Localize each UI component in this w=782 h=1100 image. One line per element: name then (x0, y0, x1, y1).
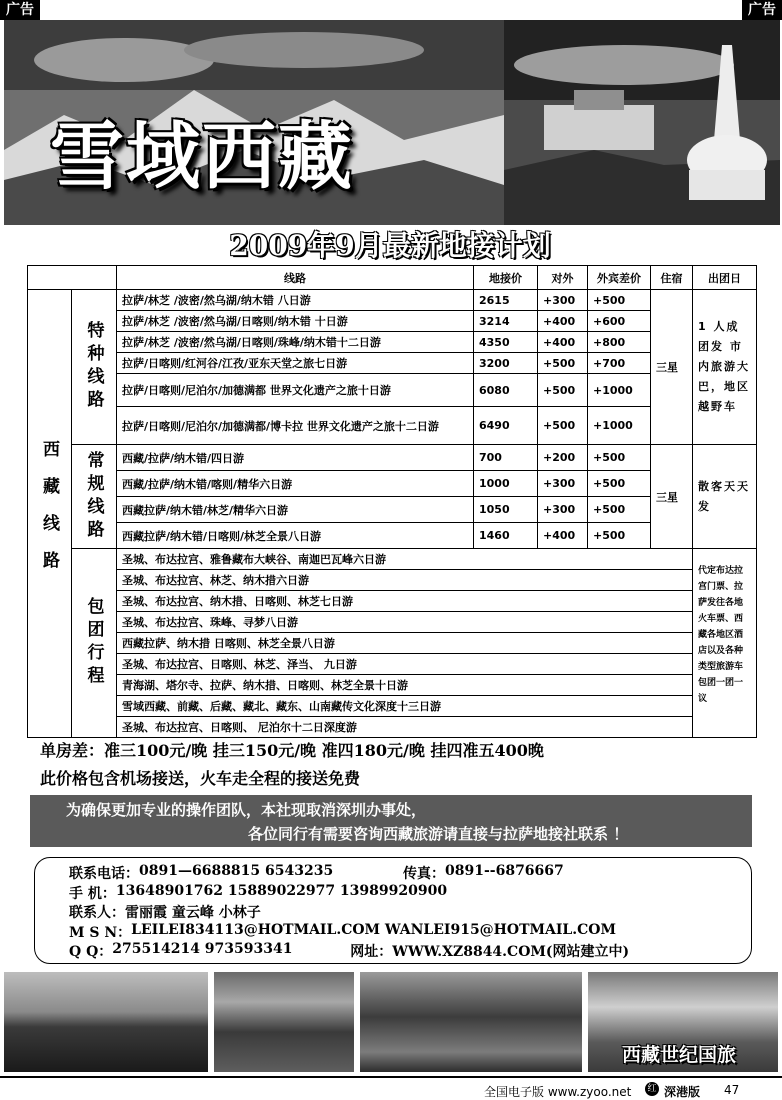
table-row (28, 353, 757, 374)
route-cell: 西藏拉萨、纳木措 日喀则、林芝全景八日游 (117, 633, 693, 654)
table-row (28, 332, 757, 353)
route-cell: 圣城、布达拉宫、日喀则、林芝、泽当、 九日游 (117, 654, 693, 675)
route-cell: 拉萨/林芝 /波密/然乌湖/日喀则/纳木错 十日游 (117, 311, 474, 332)
person-label: 联系人： (69, 905, 125, 921)
route-cell: 西藏/拉萨/纳木错/四日游 (117, 445, 474, 471)
external-cell: +300 (538, 497, 588, 523)
table-row (28, 407, 757, 445)
route-cell: 西藏拉萨/纳木错/日喀则/林芝全景八日游 (117, 523, 474, 549)
foreign-cell: +1000 (588, 407, 651, 445)
table-row (28, 654, 757, 675)
banner (4, 20, 780, 225)
contact-person-row (69, 902, 751, 922)
table-row (28, 290, 757, 311)
external-cell: +500 (538, 374, 588, 407)
external-cell: +400 (538, 332, 588, 353)
foreign-cell: +500 (588, 445, 651, 471)
header-route: 线路 (117, 266, 474, 290)
table-row (28, 633, 757, 654)
price-cell: 2615 (474, 290, 538, 311)
table-row (28, 570, 757, 591)
notice-banner (30, 795, 752, 847)
contact-msn-row (69, 922, 751, 942)
route-cell: 拉萨/日喀则/尼泊尔/加德满都/博卡拉 世界文化遗产之旅十二日游 (117, 407, 474, 445)
route-cell: 圣城、布达拉宫、日喀则、 尼泊尔十二日深度游 (117, 717, 693, 738)
footer-logo-icon: 红 (645, 1082, 659, 1096)
contact-box (34, 857, 752, 964)
route-cell: 圣城、布达拉宫、雅鲁藏布大峡谷、南迦巴瓦峰六日游 (117, 549, 693, 570)
external-cell: +400 (538, 311, 588, 332)
header-local-price: 地接价 (474, 266, 538, 290)
header-hotel: 住宿 (651, 266, 693, 290)
tour-plan-table (27, 265, 757, 738)
external-cell: +500 (538, 407, 588, 445)
route-cell: 圣城、布达拉宫、纳木措、日喀则、林芝七日游 (117, 591, 693, 612)
foreign-cell: +600 (588, 311, 651, 332)
foreign-cell: +1000 (588, 374, 651, 407)
foreign-cell: +500 (588, 523, 651, 549)
person-value: 雷丽霞 童云峰 小林子 (125, 905, 261, 921)
qq-value: 275514214 973593341 (112, 941, 293, 957)
section-special-label: 特种线路 (72, 290, 117, 445)
ad-tag-left: 广告 (0, 0, 40, 20)
single-room-surcharge: 单房差：准三100元/晚 挂三150元/晚 准四180元/晚 挂四准五400晚 (40, 741, 544, 760)
table-row (28, 523, 757, 549)
web-value[interactable]: WWW.XZ8844.COM(网站建立中) (392, 944, 630, 960)
fax-value: 0891--6876667 (445, 863, 564, 879)
price-cell: 1460 (474, 523, 538, 549)
region-label: 西藏线路 (28, 290, 72, 738)
notice-line-1: 为确保更加专业的操作团队，本社现取消深圳办事处， (66, 801, 427, 819)
route-cell: 雪域西藏、前藏、后藏、藏北、藏东、山南藏传文化深度十三日游 (117, 696, 693, 717)
route-cell: 拉萨/日喀则/尼泊尔/加德满都 世界文化遗产之旅十日游 (117, 374, 474, 407)
table-row (28, 612, 757, 633)
group-note: 代定布达拉宫门票、拉萨发往各地火车票、西藏各地区酒店以及各种类型旅游车包团一团一议 (693, 549, 757, 738)
external-cell: +400 (538, 523, 588, 549)
table-row (28, 675, 757, 696)
page-number: 47 (724, 1083, 740, 1097)
price-cell: 700 (474, 445, 538, 471)
city-photo (214, 972, 354, 1072)
price-cell: 1050 (474, 497, 538, 523)
notice-line-2: 各位同行有需要咨询西藏旅游请直接与拉萨地接社联系 ！ (248, 825, 629, 843)
departure-cell: 散客天天发 (693, 445, 757, 549)
msn-value: LEILEI834113@HOTMAIL.COM WANLEI915@HOTMAIL.COM (131, 921, 616, 938)
price-cell: 1000 (474, 471, 538, 497)
external-cell: +300 (538, 471, 588, 497)
contact-phone-row (69, 863, 751, 883)
table-row (28, 717, 757, 738)
header-external: 对外 (538, 266, 588, 290)
departure-cell: 1 人成团发 市内旅游大巴，地区越野车 (693, 290, 757, 445)
fax-label: 传真： (403, 866, 445, 882)
table-row (28, 497, 757, 523)
external-cell: +300 (538, 290, 588, 311)
footer-site[interactable]: 全国电子版 www.zyoo.net (484, 1085, 632, 1099)
foreign-cell: +700 (588, 353, 651, 374)
table-row (28, 471, 757, 497)
route-cell: 拉萨/林芝 /波密/然乌湖/日喀则/珠峰/纳木错十二日游 (117, 332, 474, 353)
price-cell: 3214 (474, 311, 538, 332)
web-label: 网址： (350, 944, 393, 960)
external-cell: +500 (538, 353, 588, 374)
table-row (28, 311, 757, 332)
table-row (28, 591, 757, 612)
temple-photo (360, 972, 582, 1072)
table-row (28, 374, 757, 407)
route-cell: 圣城、布达拉宫、珠峰、寻梦八日游 (117, 612, 693, 633)
phone-value: 0891—6688815 6543235 (139, 863, 334, 879)
route-cell: 拉萨/林芝 /波密/然乌湖/纳木错 八日游 (117, 290, 474, 311)
contact-mobile-row (69, 883, 751, 903)
footer-edition: 深港版 (664, 1085, 701, 1099)
airport-transfer-note: 此价格包含机场接送，火车走全程的接送免费 (40, 769, 361, 788)
table-row (28, 549, 757, 570)
hotel-cell: 三星 (651, 290, 693, 445)
route-cell: 拉萨/日喀则/红河谷/江孜/亚东天堂之旅七日游 (117, 353, 474, 374)
agency-name: 西藏世纪国旅 (622, 1044, 737, 1066)
foreign-cell: +500 (588, 290, 651, 311)
header-departure: 出团日 (693, 266, 757, 290)
lake-photo (4, 972, 208, 1072)
route-cell: 圣城、布达拉宫、林芝、纳木措六日游 (117, 570, 693, 591)
section-regular-label: 常规线路 (72, 445, 117, 549)
table-row (28, 445, 757, 471)
contact-qq-row (69, 941, 751, 961)
header-foreign-diff: 外宾差价 (588, 266, 651, 290)
price-cell: 3200 (474, 353, 538, 374)
external-cell: +200 (538, 445, 588, 471)
route-cell: 青海湖、塔尔寺、拉萨、纳木措、日喀则、林芝全景十日游 (117, 675, 693, 696)
route-cell: 西藏拉萨/纳木错/林芝/精华六日游 (117, 497, 474, 523)
route-cell: 西藏/拉萨/纳木错/喀则/精华六日游 (117, 471, 474, 497)
plan-subtitle: 2009年9月最新地接计划 (229, 229, 551, 262)
ad-tag-right: 广告 (742, 0, 782, 20)
phone-label: 联系电话： (69, 866, 139, 882)
mobile-value: 13648901762 15889022977 13989920900 (115, 882, 448, 899)
footer (0, 1076, 782, 1100)
price-cell: 4350 (474, 332, 538, 353)
potala-palace-image (504, 20, 780, 225)
qq-label: Q Q： (69, 944, 113, 960)
foreign-cell: +500 (588, 471, 651, 497)
table-header-row (28, 266, 757, 290)
foreign-cell: +500 (588, 497, 651, 523)
banner-title: 雪域西藏 (50, 114, 354, 200)
msn-label: M S N： (69, 924, 132, 941)
section-group-label: 包团行程 (72, 549, 117, 738)
table-row (28, 696, 757, 717)
foreign-cell: +800 (588, 332, 651, 353)
price-cell: 6080 (474, 374, 538, 407)
header-blank (28, 266, 117, 290)
mobile-label: 手 机： (69, 885, 116, 902)
price-cell: 6490 (474, 407, 538, 445)
hotel-cell: 三星 (651, 445, 693, 549)
